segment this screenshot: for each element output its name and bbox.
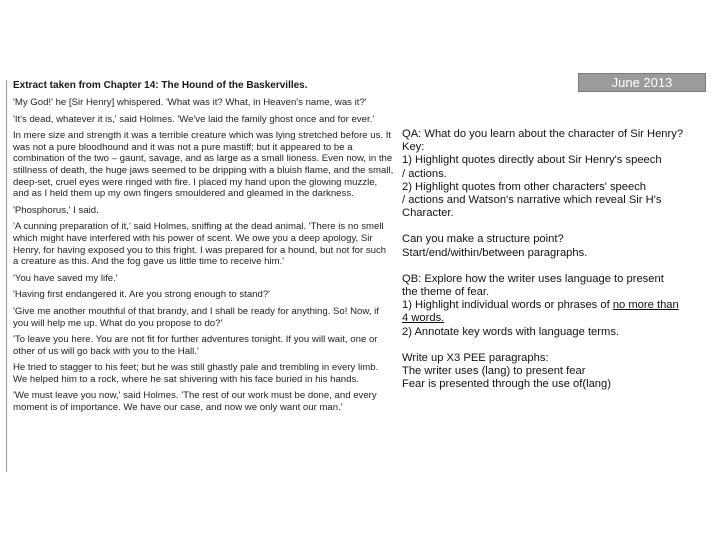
structure-block <box>402 233 714 259</box>
key-label: Key: <box>402 141 425 154</box>
question-b-block <box>402 273 714 339</box>
key-item-2: 2) Highlight quotes from other characters' speech <box>402 180 647 193</box>
key-item-2-end: Character. <box>402 207 454 220</box>
structure-hint: Start/end/within/between paragraphs. <box>402 246 588 259</box>
write-up-sentence-2: Fear is presented through the use of(lang) <box>402 378 611 391</box>
write-up-sentence-1: The writer uses (lang) to present fear <box>402 365 586 378</box>
key-item-2-cont: / actions and Watson's narrative which reveal Sir H's <box>402 194 662 207</box>
extract-paragraph: 'A cunning preparation of it,' said Holmes, sniffing at the dead animal. 'There is no smell which might have interfered with his power of scent. We owe you a deep apology, Sir Henry, for having exposed you to this fright. I was prepared for a hound, but not for such a creature as this. And the fog gave us little time to receive him.' <box>13 221 387 268</box>
extract-panel <box>6 80 394 472</box>
question-b-heading: QB: Explore how the writer uses language to present <box>402 272 664 285</box>
extract-paragraph: 'You have saved my life.' <box>13 272 118 284</box>
date-badge: June 2013 <box>578 73 706 92</box>
task-panel <box>402 128 714 404</box>
write-up-heading: Write up X3 PEE paragraphs: <box>402 351 549 364</box>
write-up-block <box>402 352 714 392</box>
extract-paragraph: He tried to stagger to his feet; but he was still ghastly pale and trembling in every limb. We helped him to a rock, where he sat shivering with his face buried in his hands. <box>13 362 379 385</box>
extract-paragraph: 'It's dead, whatever it is,' said Holmes. 'We've laid the family ghost once and for ever.' <box>13 113 375 125</box>
extract-paragraph: 'Give me another mouthful of that brandy, and I shall be ready for anything. So! Now, if you will help me up. What do you propose to do?' <box>13 305 379 329</box>
extract-paragraph: 'My God!' he [Sir Henry] whispered. 'What was it? What, in Heaven's name, was it?' <box>13 97 367 108</box>
question-a-block <box>402 128 714 220</box>
question-b-step-1 <box>402 299 714 312</box>
word-limit-cont: 4 words. <box>402 312 445 325</box>
key-item-1-cont: / actions. <box>402 167 447 180</box>
step-1-text: 1) Highlight individual words or phrases of <box>402 299 613 312</box>
question-b-heading-cont: the theme of fear. <box>402 286 490 299</box>
question-a-heading: QA: What do you learn about the character of Sir Henry? <box>402 128 684 140</box>
structure-question: Can you make a structure point? <box>402 233 564 246</box>
extract-paragraph: 'Phosphorus,' I said. <box>13 204 99 216</box>
extract-paragraph: In mere size and strength it was a terrible creature which was lying stretched before us. It was not a pure bloodhound and it was not a pure mastiff; but it appeared to be a combination of the two – gaunt, savage, and as large as a small lioness. Even now, in the stillness of death, the huge jaws seemed to be dripping with a bluish flame, and the small, deep-set, cruel eyes were ringed with fire. I placed my hand upon the glowing muzzle, and as I held them up my own fingers smouldered and gleamed in the darkness. <box>13 130 394 200</box>
word-limit-text: no more than <box>612 299 679 312</box>
key-item-1: 1) Highlight quotes directly about Sir Henry's speech <box>402 154 662 167</box>
extract-paragraph: 'We must leave you now,' said Holmes. 'The rest of our work must be done, and every moment is of importance. We have our case, and now we only want our man.' <box>13 390 377 414</box>
question-b-step-2: 2) Annotate key words with language terms. <box>402 325 620 338</box>
extract-title: Extract taken from Chapter 14: The Hound of the Baskervilles. <box>13 80 308 91</box>
extract-paragraph: 'To leave you here. You are not fit for further adventures tonight. If you will wait, one or other of us will go back with you to the Hall.' <box>13 334 378 357</box>
extract-paragraph: 'Having first endangered it. Are you strong enough to stand?' <box>13 289 270 301</box>
